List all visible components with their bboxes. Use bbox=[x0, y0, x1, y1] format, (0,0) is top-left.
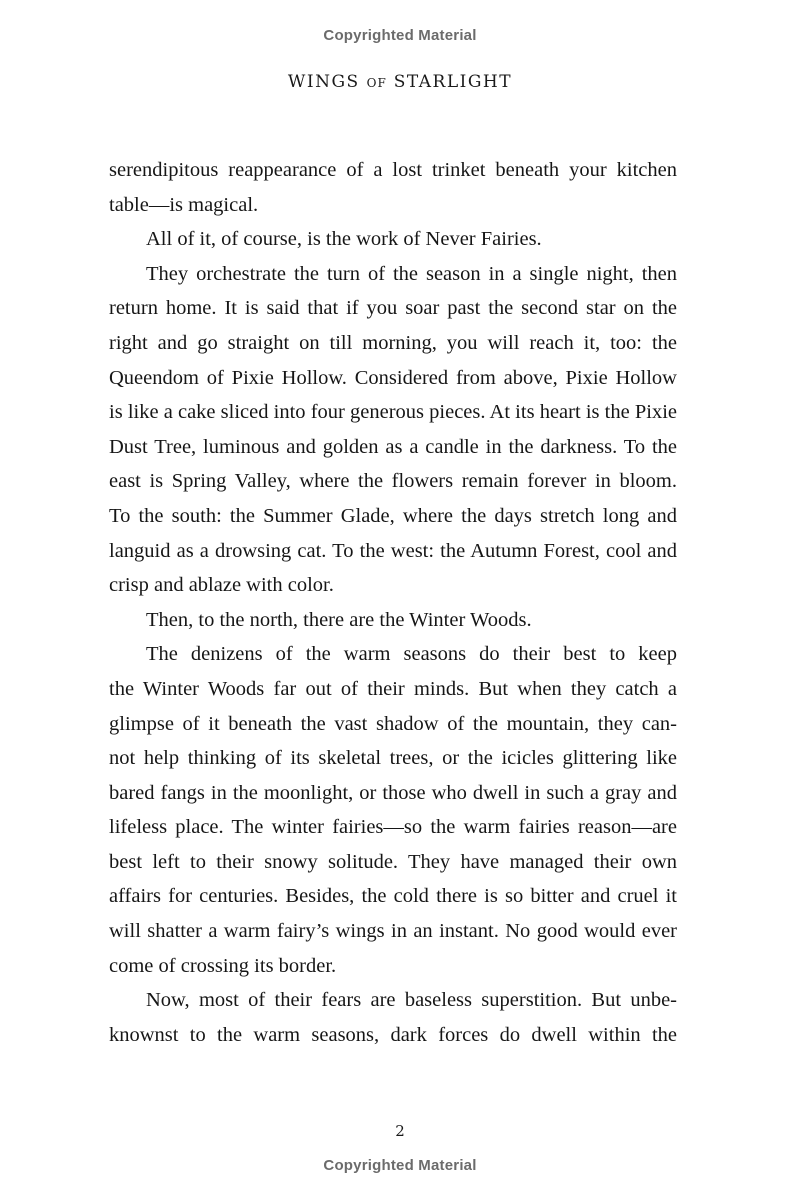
text-line: will shatter a warm fairy’s wings in an instant. No good would ever bbox=[109, 920, 677, 943]
page-number: 2 bbox=[395, 1122, 405, 1140]
text-line: table—is magical. bbox=[109, 193, 259, 216]
text-line: They orchestrate the turn of the season in a single night, then bbox=[146, 262, 677, 285]
text-line: east is Spring Valley, where the flowers remain forever in bloom. bbox=[109, 470, 677, 493]
text-line: glimpse of it beneath the vast shadow of the mountain, they can- bbox=[109, 712, 677, 735]
text-line: right and go straight on till morning, you will reach it, too: the bbox=[109, 331, 677, 354]
text-line: Dust Tree, luminous and golden as a candle in the darkness. To the bbox=[109, 435, 677, 458]
text-line: Then, to the north, there are the Winter Woods. bbox=[146, 608, 532, 631]
running-head-word-1: WINGS bbox=[287, 72, 360, 92]
text-line: All of it, of course, is the work of Never Fairies. bbox=[146, 228, 542, 251]
text-line: Now, most of their fears are baseless superstition. But unbe- bbox=[146, 989, 677, 1012]
text-line: the Winter Woods far out of their minds. But when they catch a bbox=[109, 677, 677, 700]
body-text bbox=[109, 153, 677, 1052]
text-line: serendipitous reappearance of a lost trinket beneath your kitchen bbox=[109, 159, 677, 181]
running-head-word-3: STARLIGHT bbox=[393, 72, 513, 92]
text-line: crisp and ablaze with color. bbox=[109, 574, 334, 597]
copyright-watermark-bottom: Copyrighted Material bbox=[323, 1157, 477, 1174]
text-line: lifeless place. The winter fairies—so the warm fairies reason—are bbox=[109, 816, 677, 839]
text-line: The denizens of the warm seasons do their best to keep bbox=[146, 643, 677, 666]
text-line: languid as a drowsing cat. To the west: the Autumn Forest, cool and bbox=[109, 539, 677, 562]
text-line: To the south: the Summer Glade, where the days stretch long and bbox=[109, 504, 677, 527]
text-line: bared fangs in the moonlight, or those who dwell in such a gray and bbox=[109, 781, 677, 804]
text-line: knownst to the warm seasons, dark forces do dwell within the bbox=[109, 1023, 677, 1046]
copyright-watermark-top: Copyrighted Material bbox=[323, 27, 477, 44]
running-head-word-2: OF bbox=[366, 76, 387, 90]
text-line: best left to their snowy solitude. They have managed their own bbox=[109, 850, 677, 873]
text-line: affairs for centuries. Besides, the cold there is so bitter and cruel it bbox=[109, 885, 677, 908]
text-line: return home. It is said that if you soar past the second star on the bbox=[109, 297, 677, 320]
text-line: is like a cake sliced into four generous pieces. At its heart is the Pixie bbox=[109, 401, 677, 424]
running-head bbox=[0, 72, 800, 92]
text-line: come of crossing its border. bbox=[109, 954, 337, 977]
text-line: not help thinking of its skeletal trees, or the icicles glittering like bbox=[109, 747, 677, 770]
text-line: Queendom of Pixie Hollow. Considered from above, Pixie Hollow bbox=[109, 366, 677, 389]
